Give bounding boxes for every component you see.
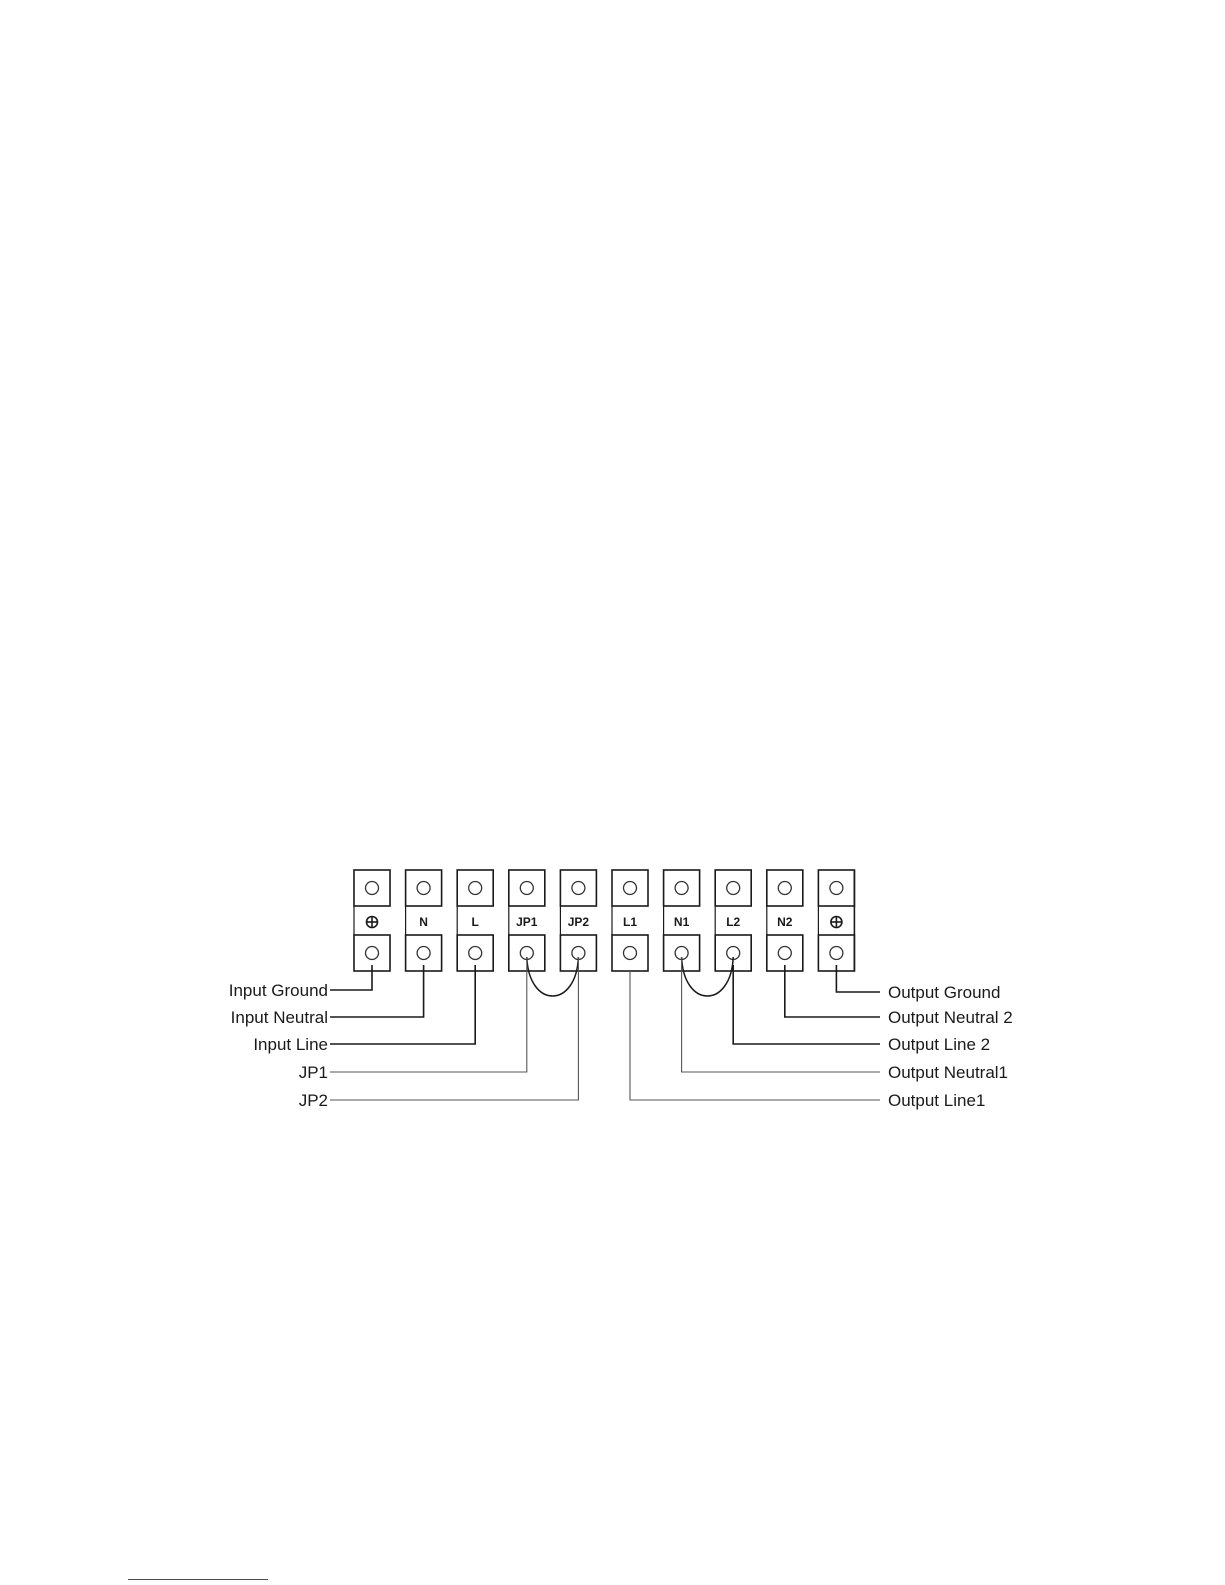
terminal-label: L1	[622, 915, 638, 929]
screw-icon	[624, 882, 637, 895]
terminal-1	[354, 870, 390, 971]
callout-label-right: Output Line 2	[888, 1035, 991, 1054]
terminal-label: N2	[777, 915, 793, 929]
callout-label-left: Input Ground	[228, 981, 328, 1000]
callout-label-left: Input Line	[253, 1035, 328, 1054]
screw-icon	[417, 882, 430, 895]
terminal-9	[767, 870, 803, 971]
callout-line	[733, 965, 880, 1044]
screw-icon	[778, 882, 791, 895]
screw-icon	[417, 947, 430, 960]
callout-label-left: Input Neutral	[230, 1008, 328, 1027]
terminal-2	[406, 870, 442, 971]
callout-line	[682, 957, 880, 1072]
callout-label-left: JP1	[298, 1063, 328, 1082]
callout-line	[330, 957, 578, 1100]
callout-label-right: Output Neutral 2	[888, 1008, 1013, 1027]
screw-icon	[830, 947, 843, 960]
terminal-3	[457, 870, 493, 971]
left-callout-labels	[229, 981, 328, 1110]
terminal-4	[509, 870, 545, 971]
terminal-10	[818, 870, 854, 971]
terminal-label: N	[419, 915, 428, 929]
callout-label-left: JP2	[298, 1091, 328, 1110]
callout-label-right: Output Ground	[888, 983, 1001, 1002]
screw-icon	[366, 947, 379, 960]
terminal-8	[715, 870, 751, 971]
screw-icon	[469, 947, 482, 960]
screw-icon	[675, 882, 688, 895]
ground-symbol-icon	[831, 917, 842, 928]
callout-line	[330, 965, 424, 1017]
terminal-6	[612, 870, 648, 971]
terminal-label: L	[471, 915, 479, 929]
terminal-block	[354, 870, 854, 971]
footer-link-underline	[128, 1579, 268, 1580]
screw-icon	[727, 882, 740, 895]
callout-line	[330, 965, 475, 1044]
terminal-label: JP1	[516, 915, 538, 929]
ground-symbol-icon	[367, 917, 378, 928]
terminal-label: L2	[726, 915, 741, 929]
screw-icon	[830, 882, 843, 895]
screw-icon	[778, 947, 791, 960]
terminal-label: N1	[673, 915, 690, 929]
callout-label-right: Output Line1	[888, 1091, 986, 1110]
screw-icon	[572, 882, 585, 895]
screw-icon	[624, 947, 637, 960]
screw-icon	[366, 882, 379, 895]
terminal-7	[664, 870, 700, 971]
screw-icon	[520, 882, 533, 895]
right-callout-labels	[888, 983, 1013, 1110]
callout-line	[630, 971, 880, 1100]
terminal-label: JP2	[567, 915, 590, 929]
wiring-lines	[330, 957, 880, 1100]
terminal-5	[560, 870, 596, 971]
callout-label-right: Output Neutral1	[888, 1063, 1009, 1082]
callout-line	[785, 965, 880, 1017]
callout-line	[330, 957, 527, 1072]
screw-icon	[469, 882, 482, 895]
